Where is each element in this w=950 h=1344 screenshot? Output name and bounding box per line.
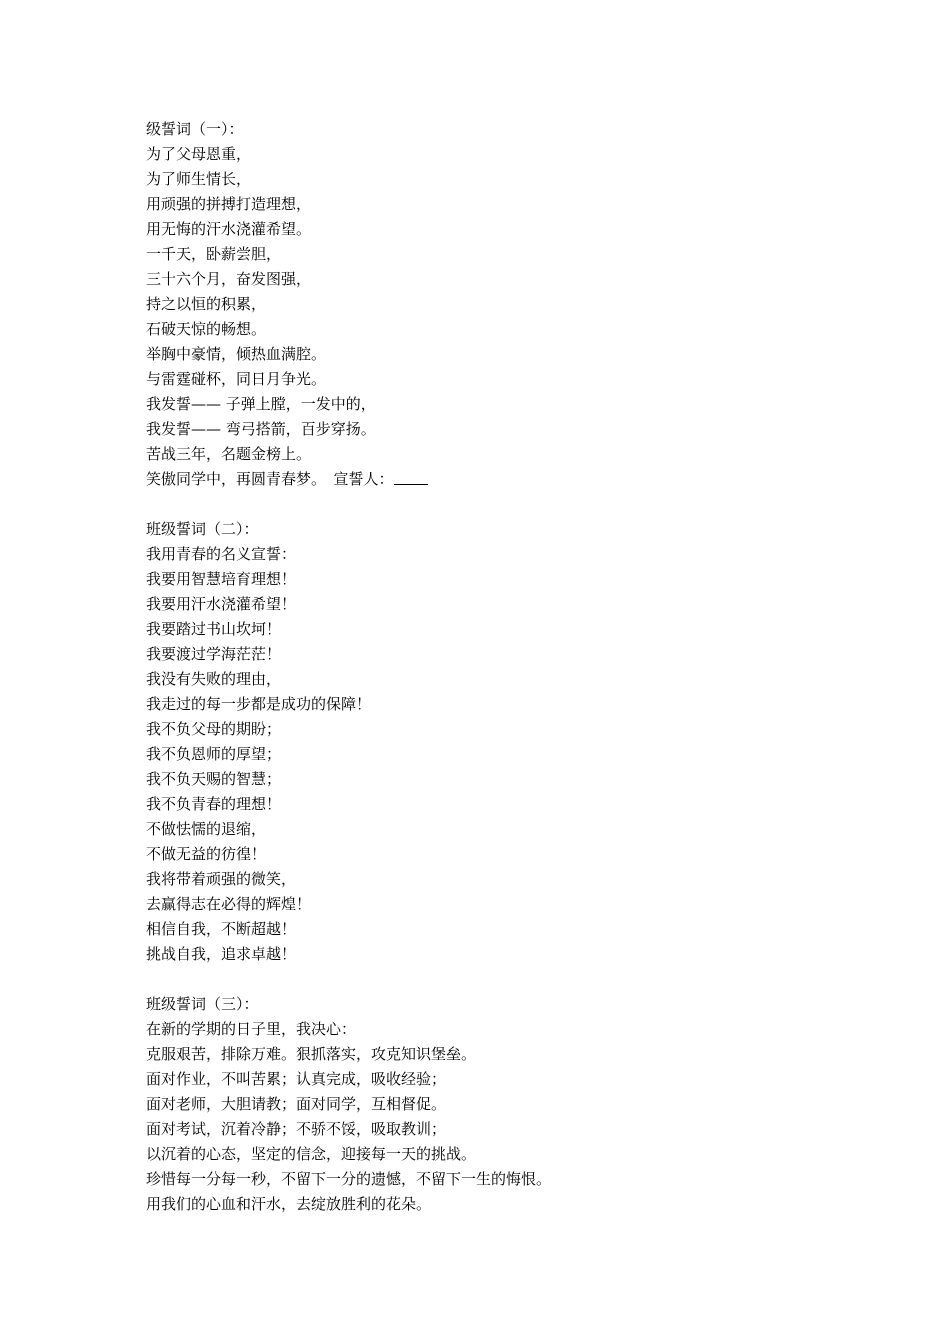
oath-line: 我不负青春的理想！ [146, 795, 282, 813]
oath-line: 与雷霆碰杯，同日月争光。 [146, 370, 327, 388]
document-page [146, 117, 906, 1217]
oath-line: 面对作业，不叫苦累；认真完成，吸收经验； [146, 1070, 447, 1088]
oath-line: 用无悔的汗水浇灌希望。 [146, 220, 312, 238]
oath-line: 为了父母恩重， [146, 145, 252, 163]
section-title: 级誓词（一）： [146, 120, 244, 138]
oath-line: 相信自我，不断超越！ [146, 920, 297, 938]
section-title: 班级誓词（三）： [146, 995, 259, 1013]
oath-line: 用顽强的拼搏打造理想， [146, 195, 312, 213]
oath-line: 我不负父母的期盼； [146, 720, 282, 738]
oath-signature-line [146, 467, 906, 492]
oath-line: 面对考试，沉着冷静；不骄不馁，吸取教训； [146, 1120, 447, 1138]
oath-line: 不做怯懦的退缩， [146, 820, 267, 838]
oath-signature-text: 笑傲同学中，再圆青春梦。 宣誓人： [146, 470, 394, 488]
oath-section-1 [146, 117, 906, 492]
signature-blank [394, 470, 428, 485]
oath-line: 我用青春的名义宣誓： [146, 545, 297, 563]
oath-line: 珍惜每一分每一秒，不留下一分的遗憾，不留下一生的悔恨。 [146, 1170, 552, 1188]
oath-line: 我发誓—— 弯弓搭箭，百步穿扬。 [146, 420, 376, 438]
oath-line: 我要渡过学海茫茫！ [146, 645, 282, 663]
oath-line: 不做无益的彷徨！ [146, 845, 267, 863]
oath-line: 石破天惊的畅想。 [146, 320, 267, 338]
oath-line: 我走过的每一步都是成功的保障！ [146, 695, 372, 713]
oath-line: 举胸中豪情，倾热血满腔。 [146, 345, 327, 363]
oath-line: 持之以恒的积累， [146, 295, 267, 313]
oath-line: 挑战自我，追求卓越！ [146, 945, 297, 963]
section-spacer [146, 967, 906, 992]
oath-line: 三十六个月，奋发图强， [146, 270, 312, 288]
oath-line: 用我们的心血和汗水，去绽放胜利的花朵。 [146, 1195, 432, 1213]
oath-line: 我发誓—— 子弹上膛，一发中的， [146, 395, 376, 413]
oath-section-2 [146, 517, 906, 967]
oath-section-3 [146, 992, 906, 1217]
oath-line: 克服艰苦，排除万难。狠抓落实，攻克知识堡垒。 [146, 1045, 477, 1063]
oath-line: 在新的学期的日子里，我决心： [146, 1020, 357, 1038]
oath-line: 我将带着顽强的微笑， [146, 870, 297, 888]
oath-line: 一千天，卧薪尝胆， [146, 245, 282, 263]
oath-line: 苦战三年，名题金榜上。 [146, 445, 312, 463]
oath-line: 我不负恩师的厚望； [146, 745, 282, 763]
section-spacer [146, 492, 906, 517]
oath-line: 我没有失败的理由， [146, 670, 282, 688]
oath-line: 以沉着的心态，坚定的信念，迎接每一天的挑战。 [146, 1145, 477, 1163]
oath-line: 去赢得志在必得的辉煌！ [146, 895, 312, 913]
oath-line: 我要用汗水浇灌希望！ [146, 595, 297, 613]
oath-line: 面对老师，大胆请教；面对同学，互相督促。 [146, 1095, 447, 1113]
oath-line: 我不负天赐的智慧； [146, 770, 282, 788]
oath-line: 我要踏过书山坎坷！ [146, 620, 282, 638]
section-title: 班级誓词（二）： [146, 520, 259, 538]
oath-line: 我要用智慧培育理想！ [146, 570, 297, 588]
oath-line: 为了师生情长， [146, 170, 252, 188]
